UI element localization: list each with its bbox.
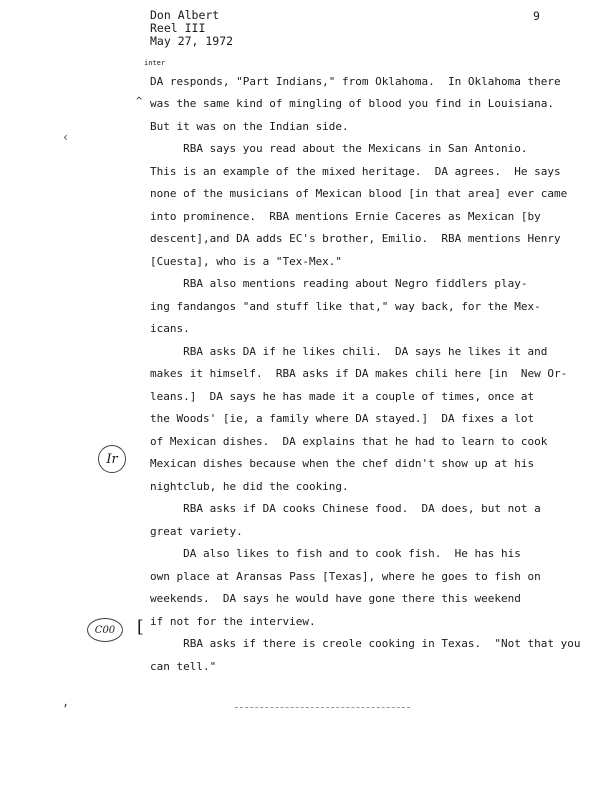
margin-circle-note: Ir [98,445,126,473]
transcript-line: of Mexican dishes. DA explains that he had to learn to cook [150,435,548,448]
interview-date: May 27, 1972 [150,34,234,48]
transcript-line: leans.] DA says he has made it a couple of times, once at [150,390,535,403]
paragraph-bracket: [ [137,617,144,637]
transcript-line: This is an example of the mixed heritage. DA agrees. He says [150,165,561,178]
interviewee-name: Don Albert [150,8,220,22]
reel-label: Reel III [150,21,206,35]
transcript-line: if not for the interview. [150,615,316,628]
transcript-line: descent],and DA adds EC's brother, Emilio. RBA mentions Henry [150,232,561,245]
transcript-line: was the same kind of mingling of blood you find in Louisiana. [150,97,554,110]
transcript-line: RBA asks DA if he likes chili. DA says he likes it and [150,345,548,358]
transcript-line: own place at Aransas Pass [Texas], where he goes to fish on [150,570,541,583]
header-block [150,9,233,48]
caret-mark: ^ [136,96,143,107]
transcript-line: icans. [150,322,190,335]
transcript-line: RBA asks if there is creole cooking in Texas. "Not that you [150,637,581,650]
transcript-line: weekends. DA says he would have gone there this weekend [150,592,521,605]
transcript-line: RBA also mentions reading about Negro fiddlers play- [150,277,528,290]
transcript-line: RBA says you read about the Mexicans in San Antonio. [150,142,528,155]
page-number: 9 [533,9,540,23]
transcript-line: into prominence. RBA mentions Ernie Caceres as Mexican [by [150,210,541,223]
transcript-line: DA also likes to fish and to cook fish. He has his [150,547,521,560]
transcript-line: makes it himself. RBA asks if DA makes chili here [in New Or- [150,367,568,380]
transcript-line: great variety. [150,525,243,538]
transcript-line: the Woods' [ie, a family where DA stayed.] DA fixes a lot [150,412,535,425]
transcript-line: can tell." [150,660,217,673]
transcript-line: RBA asks if DA cooks Chinese food. DA does, but not a [150,502,541,515]
margin-circle-note-2: C00 [87,618,123,642]
transcript-line: Mexican dishes because when the chef didn't show up at his [150,457,535,470]
transcript-line: ing fandangos "and stuff like that," way back, for the Mex- [150,300,541,313]
interlinear-insertion: inter [144,59,166,67]
transcript-line: But it was on the Indian side. [150,120,349,133]
margin-tick: , [62,695,70,709]
transcript-line: nightclub, he did the cooking. [150,480,349,493]
transcript-line: none of the musicians of Mexican blood [in that area] ever came [150,187,568,200]
transcript-line: [Cuesta], who is a "Tex-Mex." [150,255,343,268]
margin-mark: ‹ [62,130,70,144]
transcript-line: DA responds, "Part Indians," from Oklahoma. In Oklahoma there [150,75,561,88]
bottom-rule [235,707,410,708]
